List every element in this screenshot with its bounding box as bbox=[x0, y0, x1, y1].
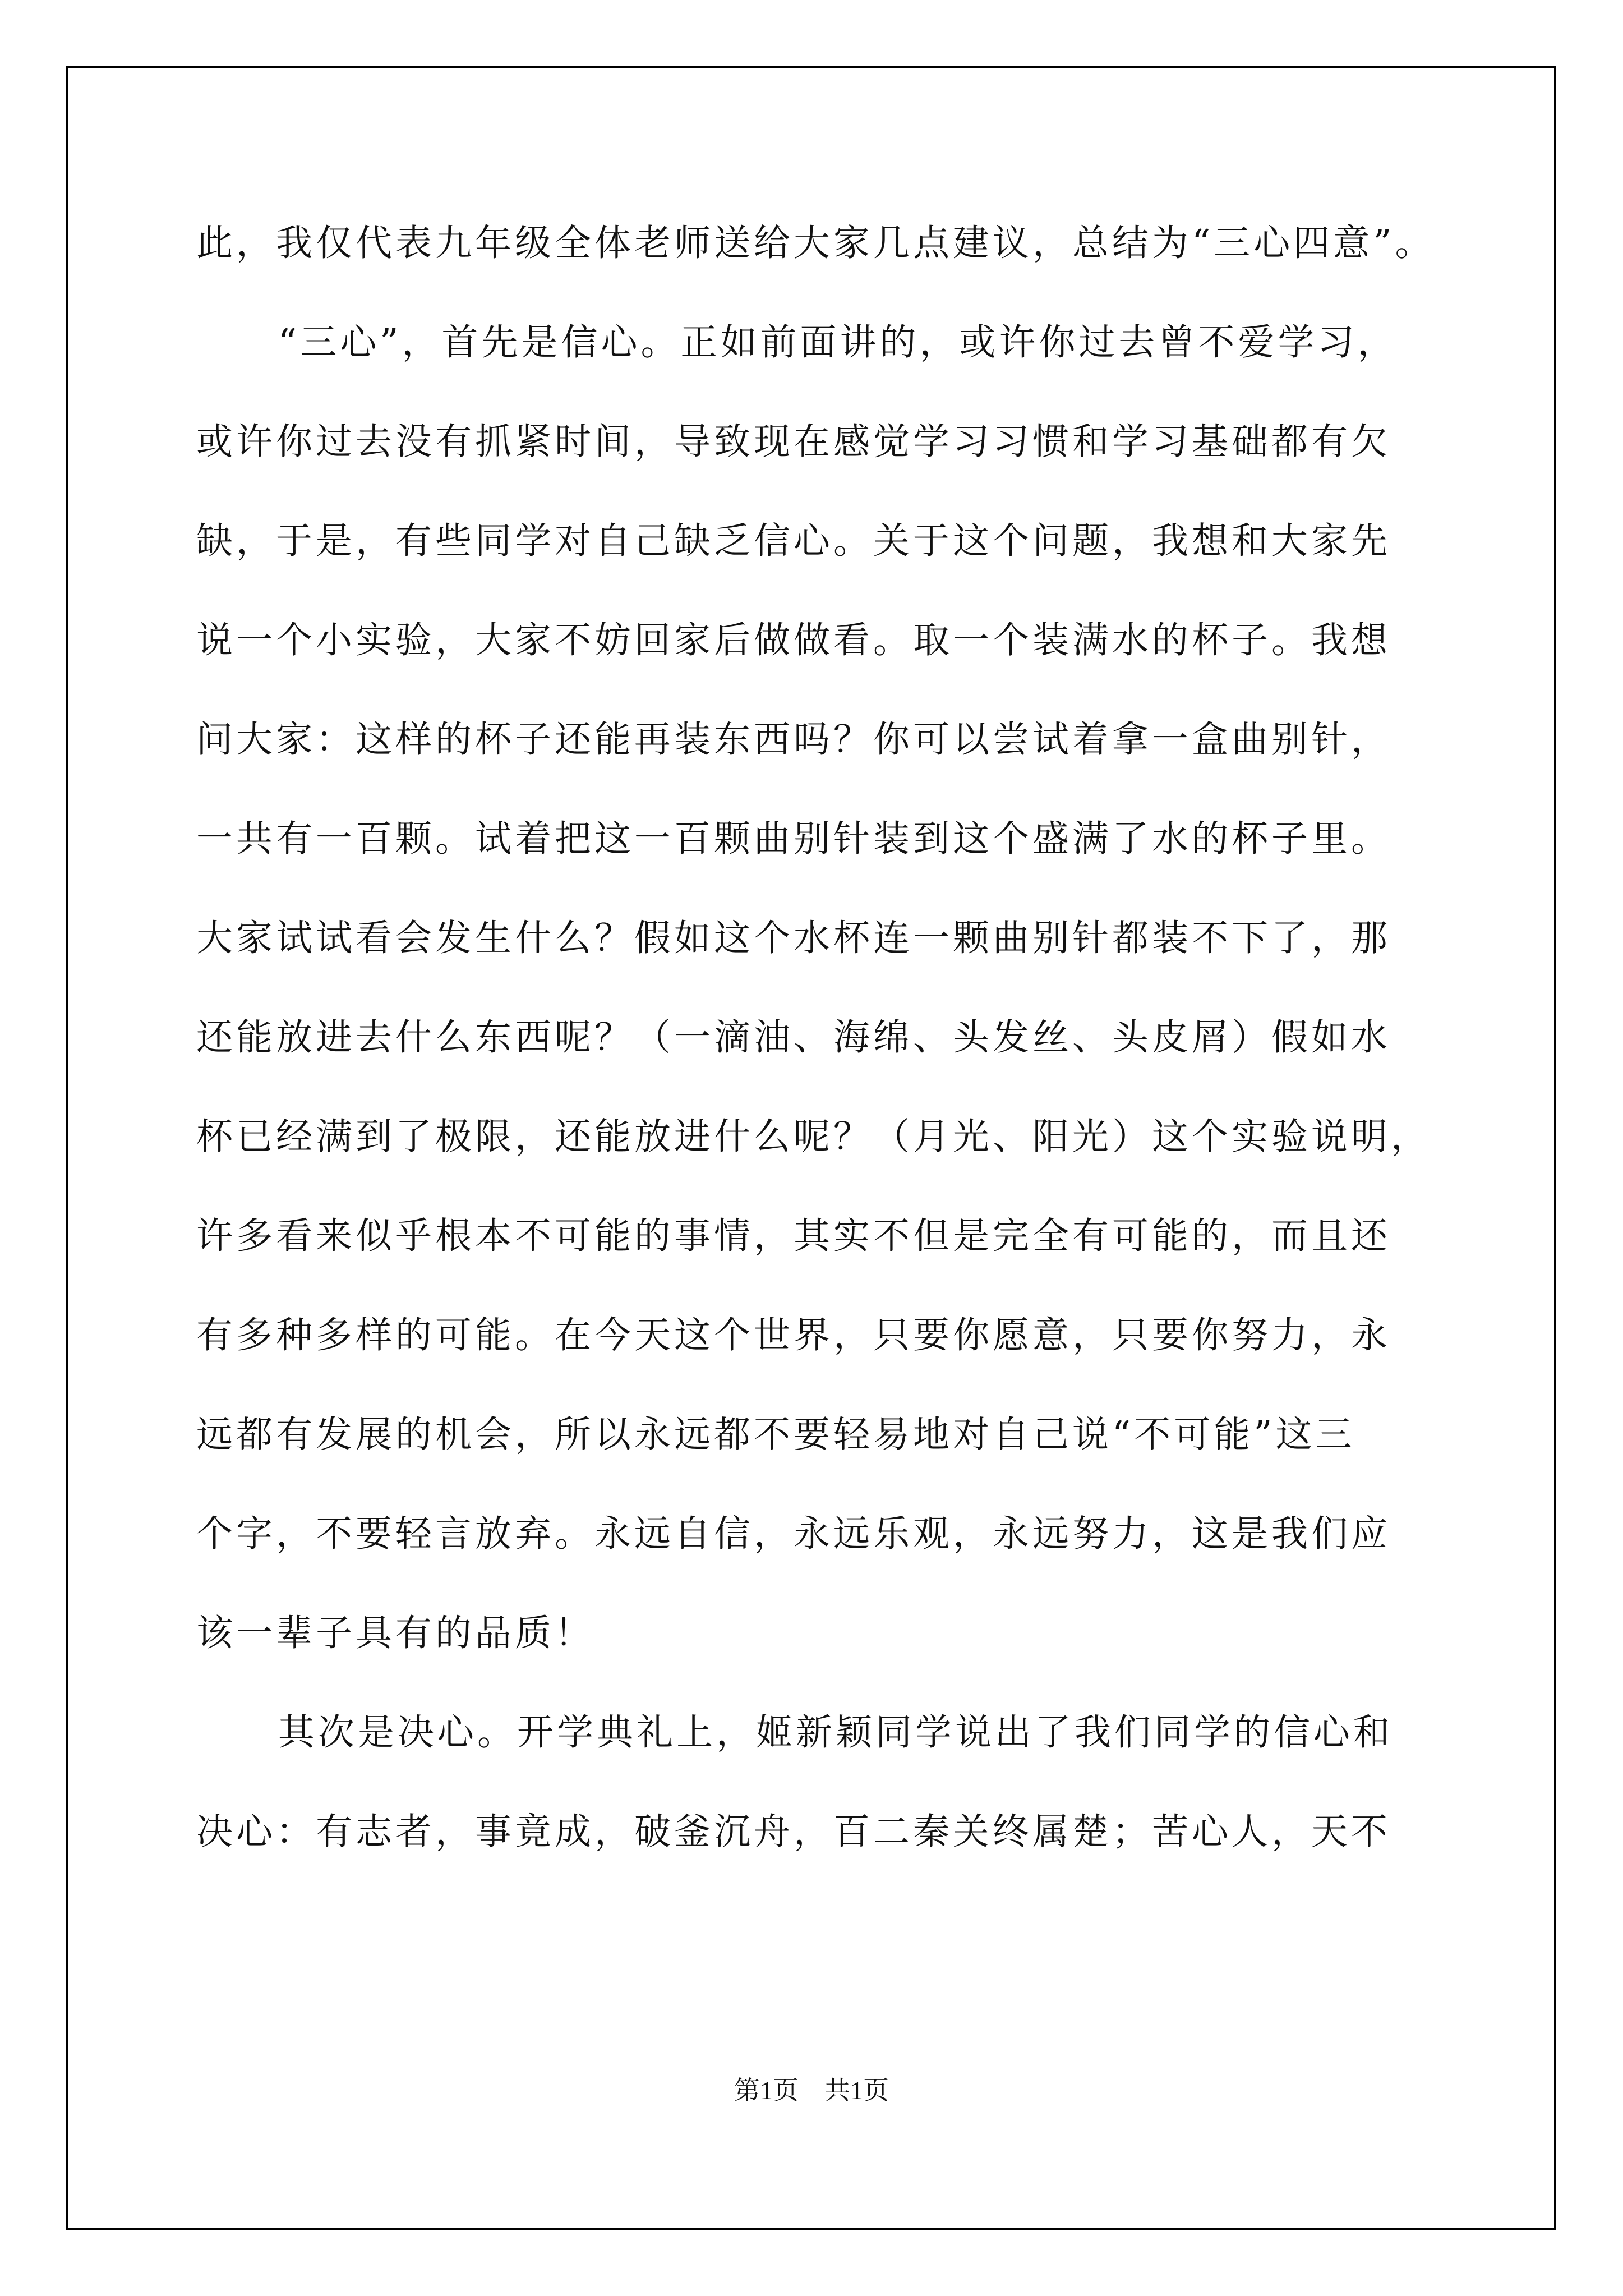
text-line: 远都有发展的机会，所以永远都不要轻易地对自己说“不可能”这三 bbox=[196, 1414, 1355, 1456]
paragraph-start-line: “三心”，首先是信心。正如前面讲的，或许你过去曾不爱学习， bbox=[278, 321, 1398, 364]
text-line: 此，我仅代表九年级全体老师送给大家几点建议，总结为“三心四意”。 bbox=[196, 222, 1435, 264]
text-line: 许多看来似乎根本不可能的事情，其实不但是完全有可能的，而且还 bbox=[196, 1215, 1391, 1257]
text-line: 该一辈子具有的品质！ bbox=[196, 1612, 595, 1654]
text-line: 问大家：这样的杯子还能再装东西吗？你可以尝试着拿一盒曲别针， bbox=[196, 719, 1391, 761]
text-line: 缺，于是，有些同学对自己缺乏信心。关于这个问题，我想和大家先 bbox=[196, 520, 1391, 562]
text-line: 说一个小实验，大家不妨回家后做做看。取一个装满水的杯子。我想 bbox=[196, 619, 1391, 661]
document-body bbox=[196, 194, 1444, 1881]
text-line: 个字，不要轻言放弃。永远自信，永远乐观，永远努力，这是我们应 bbox=[196, 1513, 1391, 1555]
text-line: 大家试试看会发生什么？假如这个水杯连一颗曲别针都装不下了，那 bbox=[196, 917, 1391, 959]
text-line: 一共有一百颗。试着把这一百颗曲别针装到这个盛满了水的杯子里。 bbox=[196, 818, 1391, 860]
page-number-footer: 第1页 共1页 bbox=[734, 2076, 889, 2105]
text-line: 或许你过去没有抓紧时间，导致现在感觉学习习惯和学习基础都有欠 bbox=[196, 421, 1391, 463]
text-line: 决心：有志者，事竟成，破釜沉舟，百二秦关终属楚；苦心人，天不 bbox=[196, 1811, 1391, 1853]
text-line: 有多种多样的可能。在今天这个世界，只要你愿意，只要你努力，永 bbox=[196, 1314, 1391, 1356]
paragraph-start-line: 其次是决心。开学典礼上，姬新颖同学说出了我们同学的信心和 bbox=[278, 1711, 1394, 1754]
text-line: 还能放进去什么东西呢？（一滴油、海绵、头发丝、头皮屑）假如水 bbox=[196, 1016, 1391, 1059]
text-line: 杯已经满到了极限，还能放进什么呢？（月光、阳光）这个实验说明， bbox=[196, 1116, 1431, 1158]
